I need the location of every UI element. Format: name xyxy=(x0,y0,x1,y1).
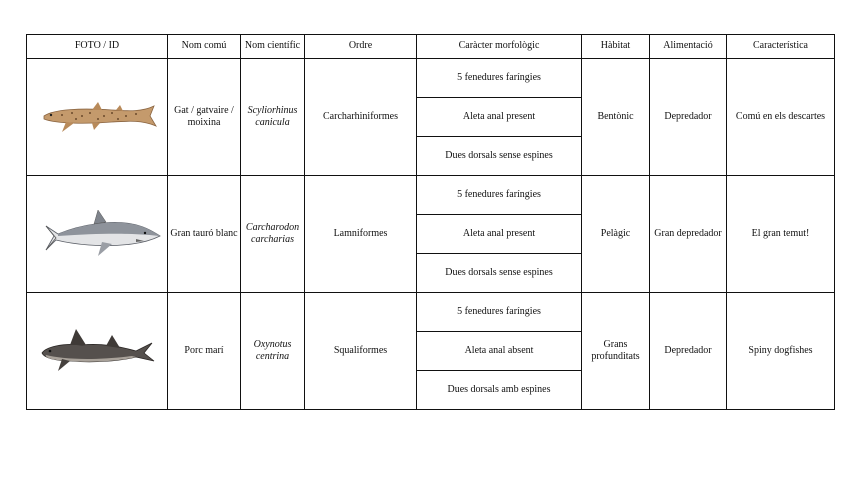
photo-cell xyxy=(27,293,168,410)
great-white-image xyxy=(32,204,162,264)
habitat-cell: Pelàgic xyxy=(582,176,650,293)
diet-cell: Depredador xyxy=(650,293,727,410)
morph-cell: 5 fenedures faríngies xyxy=(417,293,582,332)
header-morphology: Caràcter morfològic xyxy=(417,35,582,59)
photo-cell xyxy=(27,59,168,176)
trait-cell: Spiny dogfishes xyxy=(727,293,835,410)
common-name-cell: Gat / gatvaire / moixina xyxy=(168,59,241,176)
scientific-name-cell: Carcharodon carcharias xyxy=(241,176,305,293)
morph-cell: 5 fenedures faríngies xyxy=(417,176,582,215)
header-common-name: Nom comú xyxy=(168,35,241,59)
trait-cell: Comú en els descartes xyxy=(727,59,835,176)
habitat-cell: Bentònic xyxy=(582,59,650,176)
header-order: Ordre xyxy=(305,35,417,59)
photo-cell xyxy=(27,176,168,293)
morph-cell: Aleta anal present xyxy=(417,215,582,254)
table-row xyxy=(27,59,835,98)
morph-cell: 5 fenedures faríngies xyxy=(417,59,582,98)
order-cell: Lamniformes xyxy=(305,176,417,293)
table-row xyxy=(27,176,835,215)
order-cell: Squaliformes xyxy=(305,293,417,410)
header-row xyxy=(27,35,835,59)
common-name-cell: Gran tauró blanc xyxy=(168,176,241,293)
catshark-image xyxy=(32,92,162,142)
trait-cell: El gran temut! xyxy=(727,176,835,293)
morph-cell: Aleta anal absent xyxy=(417,332,582,371)
order-cell: Carcharhiniformes xyxy=(305,59,417,176)
table-row xyxy=(27,293,835,332)
header-trait: Característica xyxy=(727,35,835,59)
scientific-name-cell: Scyliorhinus canicula xyxy=(241,59,305,176)
diet-cell: Depredador xyxy=(650,59,727,176)
header-photo: FOTO / ID xyxy=(27,35,168,59)
morph-cell: Dues dorsals sense espines xyxy=(417,137,582,176)
habitat-cell: Grans profunditats xyxy=(582,293,650,410)
header-habitat: Hàbitat xyxy=(582,35,650,59)
roughshark-image xyxy=(32,321,162,381)
morph-cell: Aleta anal present xyxy=(417,98,582,137)
common-name-cell: Porc marí xyxy=(168,293,241,410)
diet-cell: Gran depredador xyxy=(650,176,727,293)
header-scientific-name: Nom científic xyxy=(241,35,305,59)
scientific-name-cell: Oxynotus centrina xyxy=(241,293,305,410)
morph-cell: Dues dorsals amb espines xyxy=(417,371,582,410)
header-diet: Alimentació xyxy=(650,35,727,59)
morph-cell: Dues dorsals sense espines xyxy=(417,254,582,293)
species-table xyxy=(26,34,835,410)
